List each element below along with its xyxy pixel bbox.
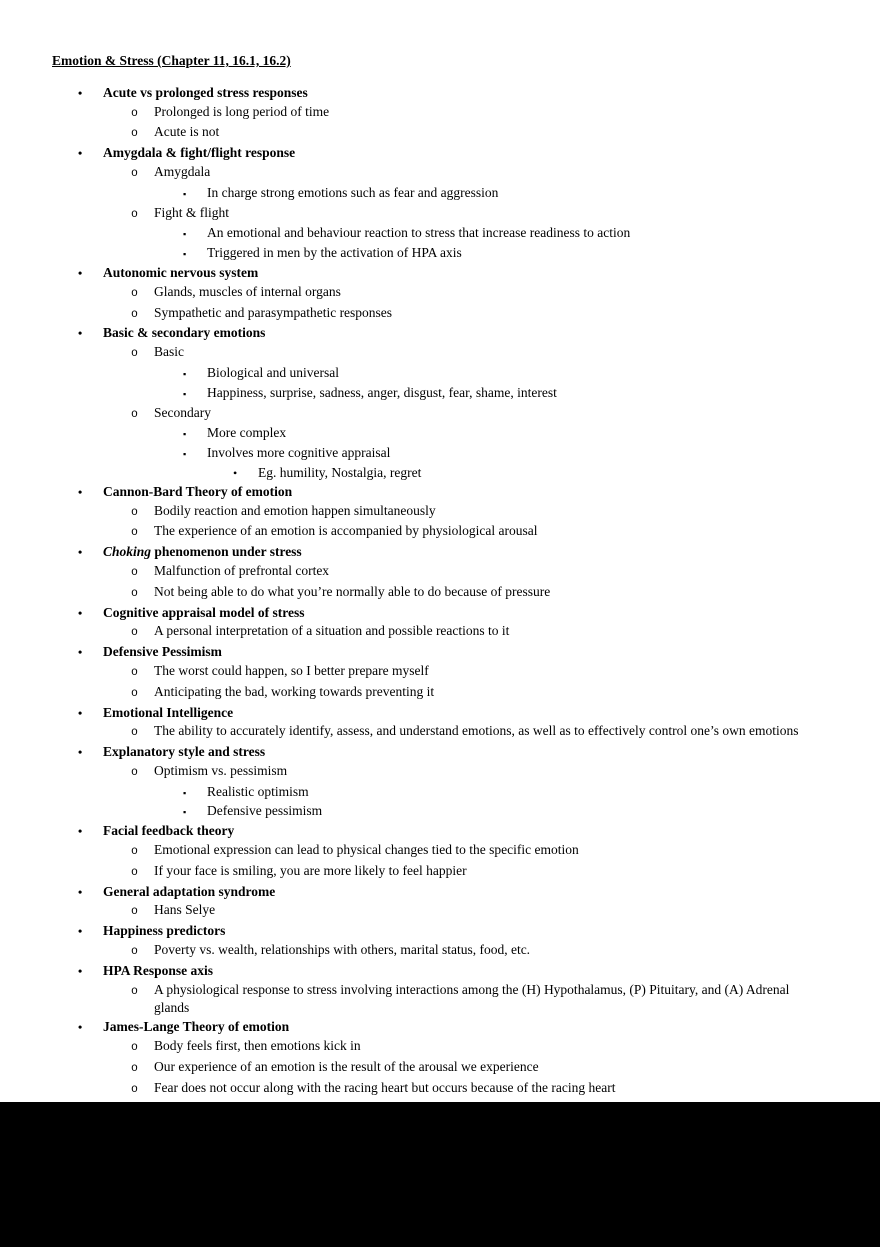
list-item-text: Poverty vs. wealth, relationships with others, marital status, food, etc. (154, 942, 531, 958)
circle-bullet-icon: o (131, 347, 138, 361)
circle-bullet-icon: o (131, 865, 138, 879)
list-item-text: Triggered in men by the activation of HPA axis (207, 245, 462, 261)
list-item (0, 562, 880, 583)
list-item (0, 822, 880, 841)
list-item-text: Facial feedback theory (103, 823, 235, 839)
list-item-text: The worst could happen, so I better prepare myself (154, 662, 429, 678)
list-item-text: Fear does not occur along with the racing heart but occurs because of the racing heart (154, 1079, 616, 1095)
disc-bullet-icon: • (233, 465, 238, 480)
list-item (0, 424, 880, 444)
square-bullet-icon: ▪ (183, 368, 187, 379)
list-item (0, 762, 880, 783)
circle-bullet-icon: o (131, 845, 138, 859)
circle-bullet-icon: o (131, 407, 138, 421)
list-item (0, 224, 880, 244)
list-item-text: General adaptation syndrome (103, 883, 276, 899)
list-item (0, 283, 880, 304)
list-item (0, 364, 880, 384)
list-item-text: Happiness, surprise, sadness, anger, disgust, fear, shame, interest (207, 384, 557, 400)
circle-bullet-icon: o (131, 207, 138, 221)
square-bullet-icon: ▪ (183, 449, 187, 460)
list-item-text: There is a constant thinking happening, not always conscious, but can influence how we feel at any given moment (154, 1140, 772, 1156)
list-item (0, 683, 880, 704)
list-item-text: Happiness predictors (103, 923, 226, 939)
list-item (0, 1058, 880, 1079)
list-item (0, 543, 880, 562)
list-item-text: In charge strong emotions such as fear and aggression (207, 184, 499, 200)
list-item-text: Amygdala & fight/flight response (103, 145, 296, 161)
circle-bullet-icon: o (131, 726, 138, 740)
list-item-text: Lazarus’ Cognitive Appraisal Theory (103, 1121, 318, 1137)
list-item-text: Acute vs prolonged stress responses (103, 84, 308, 100)
disc-bullet-icon: • (78, 924, 83, 939)
circle-bullet-icon: o (131, 106, 138, 120)
list-item-text: If your face is smiling, you are more likely to feel happier (154, 862, 467, 878)
list-item (0, 802, 880, 822)
square-bullet-icon: ▪ (183, 249, 187, 260)
list-item-text: Amygdala (154, 163, 211, 179)
list-item (0, 862, 880, 883)
list-item (0, 1037, 880, 1058)
list-item (0, 841, 880, 862)
disc-bullet-icon: • (78, 85, 83, 100)
list-item-text: Basic (154, 344, 184, 360)
list-item (0, 502, 880, 523)
square-bullet-icon: ▪ (183, 429, 187, 440)
list-item-text: Body feels first, then emotions kick in (154, 1038, 361, 1054)
list-item-text: Bodily reaction and emotion happen simultaneously (154, 502, 436, 518)
circle-bullet-icon: o (131, 505, 138, 519)
circle-bullet-icon: o (131, 1143, 138, 1157)
list-item-text: A personal interpretation of a situation and possible reactions to it (154, 623, 510, 639)
square-bullet-icon: ▪ (183, 188, 187, 199)
list-item-text: Secondary (154, 404, 211, 420)
list-item-text: Cannon-Bard Theory of emotion (103, 483, 293, 499)
square-bullet-icon: ▪ (183, 388, 187, 399)
list-item-text: The experience of an emotion is accompanied by physiological arousal (154, 523, 538, 539)
circle-bullet-icon: o (131, 286, 138, 300)
page-title: Emotion & Stress (Chapter 11, 16.1, 16.2) (52, 53, 291, 68)
list-item (0, 743, 880, 762)
square-bullet-icon: ▪ (183, 787, 187, 798)
list-item (0, 922, 880, 941)
circle-bullet-icon: o (131, 665, 138, 679)
circle-bullet-icon: o (131, 905, 138, 919)
list-item (0, 244, 880, 264)
circle-bullet-icon: o (131, 765, 138, 779)
list-item (0, 1099, 880, 1120)
list-item-text: Our experience of an emotion is the result of the arousal we experience (154, 1058, 539, 1074)
list-item-text: James-Lange Theory of emotion (103, 1019, 290, 1035)
circle-bullet-icon: o (131, 1103, 138, 1117)
list-item (0, 1120, 880, 1139)
list-item (0, 324, 880, 343)
list-item (0, 123, 880, 144)
disc-bullet-icon: • (78, 1020, 83, 1035)
list-item-text: Emotional expression can lead to physical changes tied to the specific emotion (154, 842, 579, 858)
list-item (0, 1079, 880, 1100)
list-item (0, 604, 880, 623)
list-item-text: Realistic optimism (207, 783, 309, 799)
list-item (0, 184, 880, 204)
list-item-text: More complex (207, 425, 287, 441)
disc-bullet-icon: • (78, 484, 83, 499)
circle-bullet-icon: o (131, 945, 138, 959)
list-item-text: Malfunction of prefrontal cortex (154, 562, 330, 578)
list-item-text: Eg. humility, Nostalgia, regret (258, 464, 422, 480)
list-item (0, 163, 880, 184)
list-item-text: HPA Response axis (103, 962, 214, 978)
list-item (0, 981, 880, 1019)
list-item (0, 962, 880, 981)
disc-bullet-icon: • (78, 545, 83, 560)
list-item-text: An emotional and behaviour reaction to stress that increase readiness to action (207, 225, 631, 241)
list-item (0, 204, 880, 225)
list-item (0, 643, 880, 662)
list-item-text: Defensive Pessimism (103, 644, 222, 660)
disc-bullet-icon: • (78, 645, 83, 660)
circle-bullet-icon: o (131, 586, 138, 600)
circle-bullet-icon: o (131, 526, 138, 540)
list-item-text: Different patterns of arousal may create different emotional experience (154, 1100, 538, 1116)
list-item-text: Optimism vs. pessimism (154, 762, 288, 778)
list-item (0, 722, 880, 743)
list-item (0, 883, 880, 902)
circle-bullet-icon: o (131, 984, 138, 998)
list-item (0, 483, 880, 502)
list-item (0, 464, 880, 483)
circle-bullet-icon: o (131, 565, 138, 579)
list-item (0, 662, 880, 683)
list-item (0, 84, 880, 103)
disc-bullet-icon: • (78, 1122, 83, 1137)
circle-bullet-icon: o (131, 686, 138, 700)
circle-bullet-icon: o (131, 626, 138, 640)
list-item-text: Not being able to do what you’re normally able to do because of pressure (154, 583, 551, 599)
circle-bullet-icon: o (131, 1041, 138, 1055)
list-item (0, 343, 880, 364)
circle-bullet-icon: o (131, 1082, 138, 1096)
list-item-text: A physiological response to stress involving interactions among the (H) Hypothalamus, (P) Pituitary, and (A) Adrenal glands (154, 981, 790, 1016)
disc-bullet-icon: • (78, 884, 83, 899)
list-item-text: Autonomic nervous system (103, 264, 259, 280)
disc-bullet-icon: • (78, 963, 83, 978)
disc-bullet-icon: • (78, 824, 83, 839)
circle-bullet-icon: o (131, 166, 138, 180)
disc-bullet-icon: • (78, 265, 83, 280)
list-item-text: Defensive pessimism (207, 803, 323, 819)
list-item-text: Choking phenomenon under stress (103, 544, 302, 560)
list-item-text: Prolonged is long period of time (154, 103, 330, 119)
list-item (0, 103, 880, 124)
list-item-text: Explanatory style and stress (103, 744, 266, 760)
list-item-text: Biological and universal (207, 364, 339, 380)
outline-list (0, 84, 880, 1160)
list-item (0, 622, 880, 643)
list-item (0, 264, 880, 283)
list-item (0, 384, 880, 404)
disc-bullet-icon: • (78, 326, 83, 341)
list-item (0, 901, 880, 922)
disc-bullet-icon: • (78, 745, 83, 760)
list-item (0, 583, 880, 604)
disc-bullet-icon: • (78, 146, 83, 161)
list-item (0, 941, 880, 962)
circle-bullet-icon: o (131, 127, 138, 141)
list-item (0, 1018, 880, 1037)
circle-bullet-icon: o (131, 307, 138, 321)
list-item-text: Anticipating the bad, working towards preventing it (154, 683, 435, 699)
list-item-text: Acute is not (154, 124, 220, 140)
italic-text: Choking (103, 544, 152, 560)
circle-bullet-icon: o (131, 1061, 138, 1075)
disc-bullet-icon: • (78, 705, 83, 720)
list-item-text: Fight & flight (154, 204, 230, 220)
list-item-text: Emotional Intelligence (103, 704, 234, 720)
list-item (0, 144, 880, 163)
list-item (0, 1139, 880, 1160)
list-item (0, 444, 880, 464)
list-item (0, 522, 880, 543)
list-item (0, 704, 880, 723)
list-item-text: Basic & secondary emotions (103, 325, 266, 341)
square-bullet-icon: ▪ (183, 807, 187, 818)
list-item-text: Cognitive appraisal model of stress (103, 604, 305, 620)
list-item-text: Sympathetic and parasympathetic responses (154, 304, 393, 320)
disc-bullet-icon: • (78, 605, 83, 620)
list-item (0, 304, 880, 325)
list-item-text: Glands, muscles of internal organs (154, 283, 341, 299)
list-item (0, 783, 880, 803)
list-item-text: Involves more cognitive appraisal (207, 445, 391, 461)
square-bullet-icon: ▪ (183, 229, 187, 240)
list-item (0, 404, 880, 425)
list-item-text: The ability to accurately identify, assess, and understand emotions, as well as to effectively control one’s own emotions (154, 723, 799, 739)
list-item-text: Hans Selye (154, 902, 216, 918)
